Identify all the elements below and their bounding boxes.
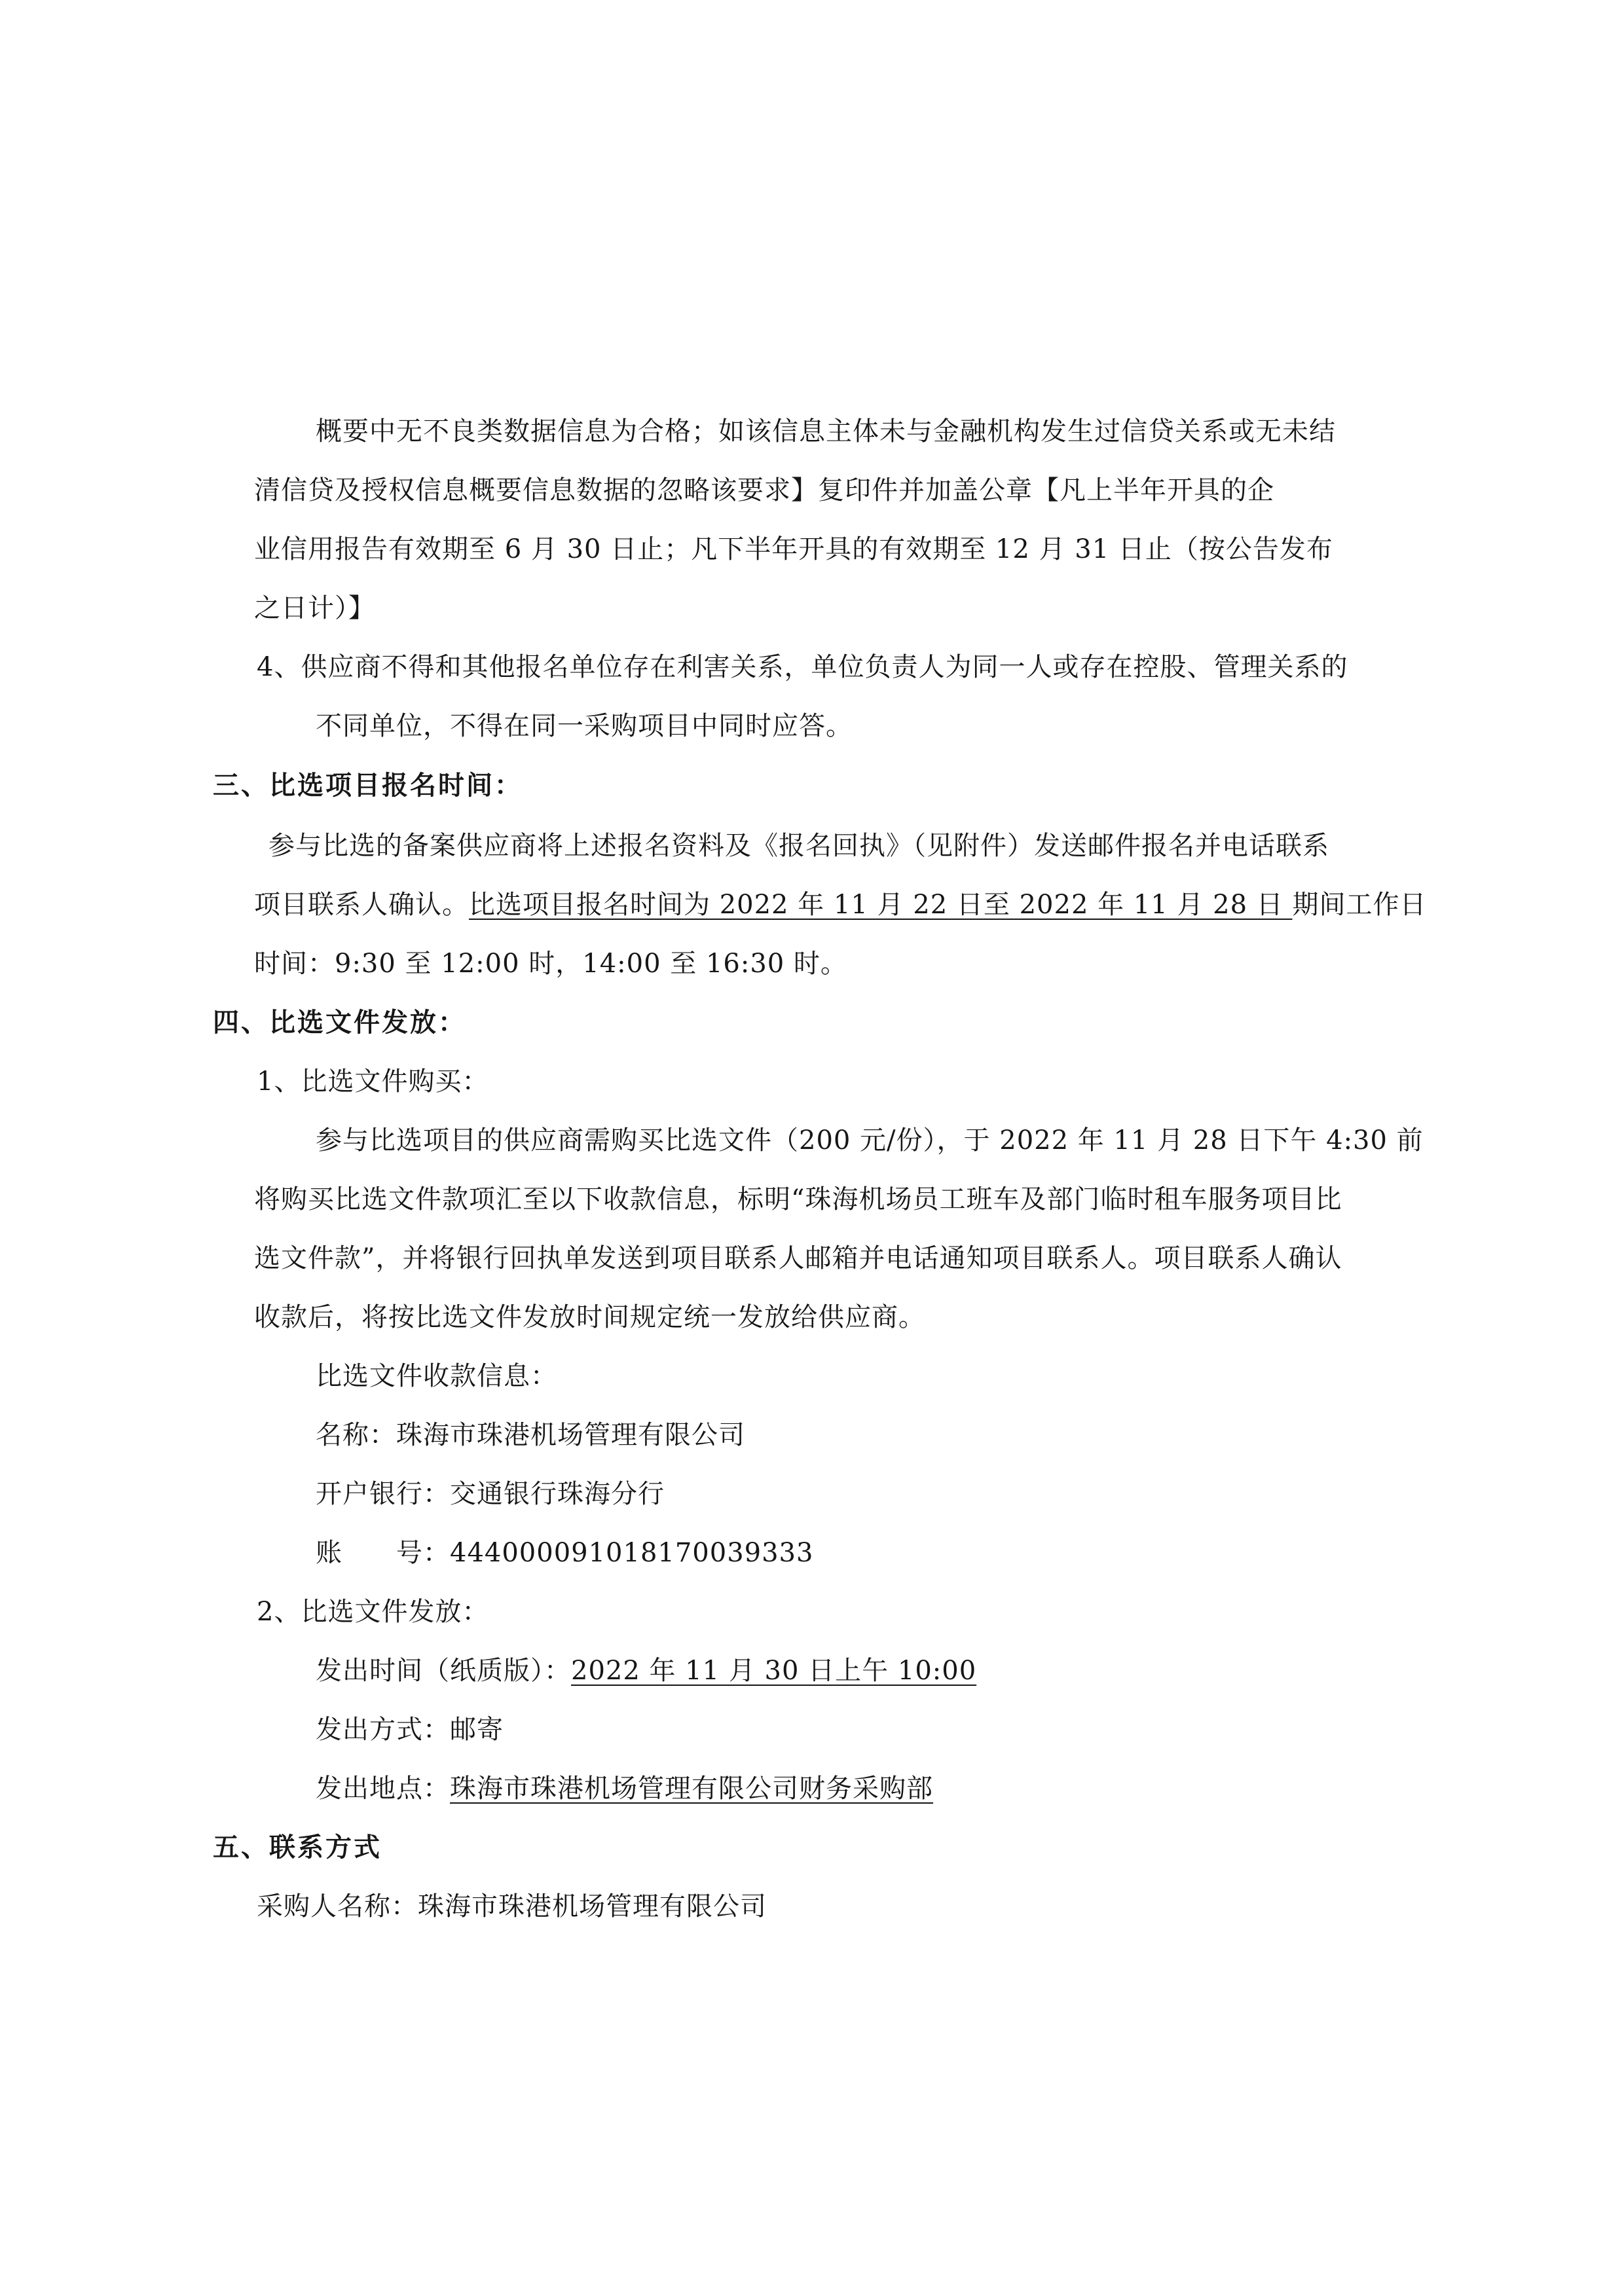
payee-account [316,1537,813,1569]
section-5-heading: 五、联系方式 [213,1832,382,1863]
credit-report-line-4: 之日计）】 [254,593,375,623]
issue-place-value: 珠海市珠港机场管理有限公司财务采购部 [450,1774,933,1804]
registration-line-3: 时间：9:30 至 12:00 时，14:00 至 16:30 时。 [254,949,847,979]
purchaser-label: 采购人名称： [257,1891,418,1922]
issue-place-label: 发出地点： [316,1774,450,1804]
payee-name [316,1419,745,1451]
payee-bank-value: 交通银行珠海分行 [450,1479,665,1509]
registration-line-2-start: 项目联系人确认。 [254,890,469,920]
purchase-line-1: 参与比选项目的供应商需购买比选文件（200 元/份），于 2022 年 11 月 28 日下午 4:30 前 [316,1125,1424,1156]
payee-bank-label: 开户银行： [316,1479,450,1509]
registration-line-1: 参与比选的备案供应商将上述报名资料及《报名回执》（见附件）发送邮件报名并电话联系 [268,831,1329,861]
purchaser-value: 珠海市珠港机场管理有限公司 [418,1891,767,1922]
purchase-subheading: 1、比选文件购买： [257,1066,489,1097]
issue-method [316,1714,504,1745]
credit-report-line-3: 业信用报告有效期至 6 月 30 日止；凡下半年开具的有效期至 12 月 31 日止（按公告发布 [254,534,1333,564]
issue-time [316,1655,976,1686]
credit-report-line-2: 清信贷及授权信息概要信息数据的忽略该要求】复印件并加盖公章【凡上半年开具的企 [254,475,1274,505]
payee-name-label: 名称： [316,1420,396,1450]
registration-line-2-end: 期间工作日 [1292,890,1427,920]
payee-bank [316,1478,665,1510]
requirement-4-line-1: 4、供应商不得和其他报名单位存在利害关系，单位负责人为同一人或存在控股、管理关系的 [257,652,1348,682]
purchase-line-3: 选文件款”，并将银行回执单发送到项目联系人邮箱并电话通知项目联系人。项目联系人确认 [254,1243,1342,1273]
payee-name-value: 珠海市珠港机场管理有限公司 [396,1420,745,1450]
issue-time-label: 发出时间（纸质版）： [316,1656,571,1686]
credit-report-line-1: 概要中无不良类数据信息为合格；如该信息主体未与金融机构发生过信贷关系或无未结 [316,416,1336,446]
payee-account-label: 账 号： [316,1538,450,1568]
requirement-4-line-2: 不同单位，不得在同一采购项目中同时应答。 [316,711,853,741]
registration-period: 比选项目报名时间为 2022 年 11 月 22 日至 2022 年 11 月 28 日 [469,890,1293,920]
issue-time-value: 2022 年 11 月 30 日上午 10:00 [571,1656,977,1686]
purchase-line-4: 收款后，将按比选文件发放时间规定统一发放给供应商。 [254,1302,925,1332]
section-4-heading: 四、比选文件发放： [213,1007,466,1038]
issue-subheading: 2、比选文件发放： [257,1597,489,1627]
payee-account-value: 444000091018170039333 [450,1538,814,1568]
issue-method-value: 邮寄 [450,1715,504,1745]
section-3-heading: 三、比选项目报名时间： [213,770,523,801]
registration-line-2 [254,889,1426,920]
issue-place [316,1773,933,1804]
payment-info-title: 比选文件收款信息： [316,1361,557,1391]
purchase-line-2: 将购买比选文件款项汇至以下收款信息，标明“珠海机场员工班车及部门临时租车服务项目比 [254,1184,1342,1214]
issue-method-label: 发出方式： [316,1715,450,1745]
purchaser [257,1891,767,1922]
